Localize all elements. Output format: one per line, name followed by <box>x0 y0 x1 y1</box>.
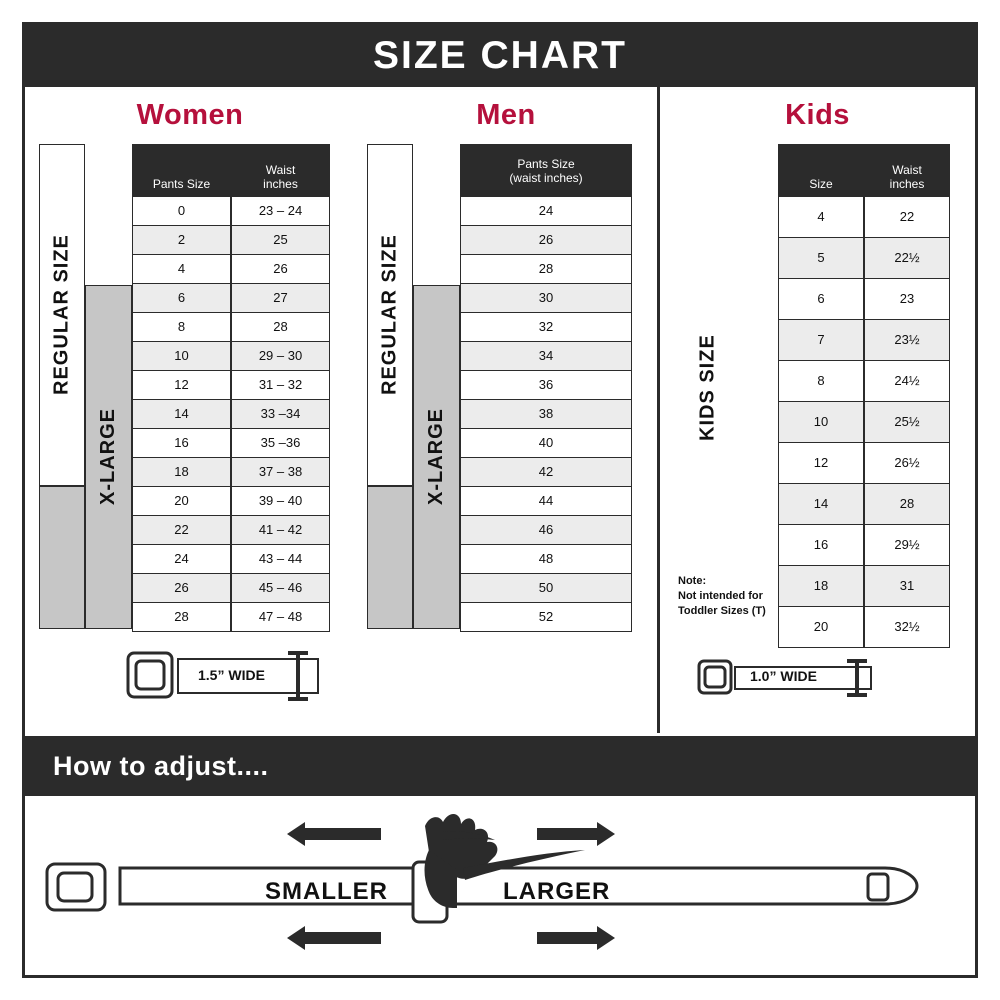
table-row <box>460 429 632 458</box>
table-row <box>778 361 950 402</box>
cell-size: 8 <box>132 313 231 341</box>
cell-size: 5 <box>778 238 864 278</box>
cell-size: 16 <box>778 525 864 565</box>
table-row <box>778 320 950 361</box>
cell-waist: 29½ <box>864 525 950 565</box>
cell-size: 6 <box>132 284 231 312</box>
table-row <box>132 458 330 487</box>
cell-size: 18 <box>778 566 864 606</box>
cell-size: 14 <box>132 400 231 428</box>
table-row <box>132 226 330 255</box>
men-table-header <box>460 144 632 197</box>
column-title-kids: Kids <box>785 99 850 131</box>
table-row <box>778 566 950 607</box>
kids-belt-graphic <box>675 647 905 707</box>
table-row <box>460 516 632 545</box>
cell-waist: 45 – 46 <box>231 574 330 602</box>
cell-waist: 25 <box>231 226 330 254</box>
cell-size: 44 <box>460 487 632 515</box>
cell-waist: 35 –36 <box>231 429 330 457</box>
table-row <box>132 255 330 284</box>
cell-size: 7 <box>778 320 864 360</box>
cell-size: 40 <box>460 429 632 457</box>
table-row <box>778 402 950 443</box>
table-row <box>778 484 950 525</box>
women-table-body <box>132 197 330 632</box>
cell-size: 46 <box>460 516 632 544</box>
kids-table-body <box>778 197 950 648</box>
cell-waist: 33 –34 <box>231 400 330 428</box>
cell-size: 48 <box>460 545 632 573</box>
table-row <box>132 516 330 545</box>
table-row <box>460 226 632 255</box>
table-row <box>778 197 950 238</box>
kids-size-table <box>778 144 950 648</box>
table-row <box>778 607 950 648</box>
kids-belt-width-label: 1.0” WIDE <box>750 668 817 684</box>
cell-size: 14 <box>778 484 864 524</box>
cell-size: 26 <box>460 226 632 254</box>
cell-waist: 27 <box>231 284 330 312</box>
table-row <box>132 574 330 603</box>
table-row <box>778 443 950 484</box>
women-belt-graphic <box>100 647 345 707</box>
cell-size: 12 <box>778 443 864 483</box>
table-row <box>460 342 632 371</box>
cell-size: 8 <box>778 361 864 401</box>
table-row <box>132 603 330 632</box>
table-row <box>460 284 632 313</box>
page-title <box>25 25 975 87</box>
table-row <box>132 429 330 458</box>
table-row <box>778 525 950 566</box>
cell-waist: 26 <box>231 255 330 283</box>
kids-header-waist: Waist inches <box>889 163 925 191</box>
kids-size-label: KIDS SIZE <box>678 149 738 627</box>
men-xlarge-shade <box>367 486 413 629</box>
table-row <box>132 342 330 371</box>
column-title-women: Women <box>136 99 244 131</box>
cell-waist: 32½ <box>864 607 950 647</box>
howto-header <box>25 736 975 796</box>
cell-size: 10 <box>778 402 864 442</box>
men-regular-size-label: REGULAR SIZE <box>367 144 413 486</box>
cell-waist: 39 – 40 <box>231 487 330 515</box>
cell-waist: 43 – 44 <box>231 545 330 573</box>
cell-size: 16 <box>132 429 231 457</box>
cell-waist: 26½ <box>864 443 950 483</box>
table-row <box>460 313 632 342</box>
table-row <box>132 313 330 342</box>
table-row <box>132 545 330 574</box>
cell-waist: 22½ <box>864 238 950 278</box>
cell-waist: 23 <box>864 279 950 319</box>
cell-waist: 25½ <box>864 402 950 442</box>
cell-waist: 31 – 32 <box>231 371 330 399</box>
cell-waist: 29 – 30 <box>231 342 330 370</box>
table-row <box>460 371 632 400</box>
table-row <box>778 238 950 279</box>
women-belt-width-label: 1.5” WIDE <box>198 667 265 683</box>
cell-size: 20 <box>132 487 231 515</box>
cell-size: 4 <box>778 197 864 237</box>
women-regular-size-label: REGULAR SIZE <box>39 144 85 486</box>
table-row <box>460 458 632 487</box>
column-men <box>355 87 660 733</box>
kids-table-header <box>778 144 950 197</box>
cell-size: 28 <box>460 255 632 283</box>
women-size-table <box>132 144 330 632</box>
cell-waist: 47 – 48 <box>231 603 330 631</box>
cell-size: 42 <box>460 458 632 486</box>
larger-label: LARGER <box>503 878 611 905</box>
howto-illustration <box>25 796 975 975</box>
table-row <box>460 487 632 516</box>
table-row <box>460 545 632 574</box>
table-row <box>460 197 632 226</box>
smaller-label: SMALLER <box>265 878 388 905</box>
men-size-table <box>460 144 632 632</box>
cell-size: 10 <box>132 342 231 370</box>
cell-size: 36 <box>460 371 632 399</box>
table-row <box>460 400 632 429</box>
cell-size: 22 <box>132 516 231 544</box>
cell-size: 18 <box>132 458 231 486</box>
women-header-waist: Waist inches <box>263 163 298 191</box>
women-header-pants-size: Pants Size <box>152 177 211 191</box>
cell-size: 6 <box>778 279 864 319</box>
cell-size: 50 <box>460 574 632 602</box>
cell-size: 28 <box>132 603 231 631</box>
cell-size: 34 <box>460 342 632 370</box>
men-xlarge-label: X-LARGE <box>413 285 460 629</box>
howto-title: How to adjust.... <box>53 750 269 781</box>
kids-header-size: Size <box>809 177 833 191</box>
cell-size: 0 <box>132 197 231 225</box>
women-xlarge-label: X-LARGE <box>85 285 132 629</box>
men-header-pants-size: Pants Size (waist inches) <box>509 156 583 185</box>
column-women <box>25 87 355 733</box>
cell-size: 12 <box>132 371 231 399</box>
cell-size: 38 <box>460 400 632 428</box>
table-row <box>132 487 330 516</box>
size-columns <box>25 87 975 733</box>
cell-size: 30 <box>460 284 632 312</box>
kids-note: Note: Not intended for Toddler Sizes (T) <box>678 575 766 617</box>
table-row <box>460 574 632 603</box>
cell-waist: 31 <box>864 566 950 606</box>
cell-waist: 28 <box>864 484 950 524</box>
men-table-body <box>460 197 632 632</box>
cell-size: 20 <box>778 607 864 647</box>
cell-size: 24 <box>460 197 632 225</box>
table-row <box>460 255 632 284</box>
cell-size: 4 <box>132 255 231 283</box>
cell-waist: 28 <box>231 313 330 341</box>
table-row <box>778 279 950 320</box>
cell-waist: 23 – 24 <box>231 197 330 225</box>
table-row <box>132 371 330 400</box>
cell-waist: 37 – 38 <box>231 458 330 486</box>
table-row <box>132 400 330 429</box>
women-xlarge-shade <box>39 486 85 629</box>
belt-adjust-diagram <box>25 796 975 975</box>
cell-size: 52 <box>460 603 632 631</box>
table-row <box>132 284 330 313</box>
table-row <box>132 197 330 226</box>
cell-size: 26 <box>132 574 231 602</box>
column-title-men: Men <box>476 99 536 131</box>
table-row <box>460 603 632 632</box>
cell-waist: 24½ <box>864 361 950 401</box>
column-kids <box>660 87 975 733</box>
cell-size: 32 <box>460 313 632 341</box>
cell-waist: 41 – 42 <box>231 516 330 544</box>
cell-waist: 23½ <box>864 320 950 360</box>
cell-waist: 22 <box>864 197 950 237</box>
women-table-header <box>132 144 330 197</box>
cell-size: 24 <box>132 545 231 573</box>
cell-size: 2 <box>132 226 231 254</box>
page-title-text: SIZE CHART <box>373 34 627 77</box>
